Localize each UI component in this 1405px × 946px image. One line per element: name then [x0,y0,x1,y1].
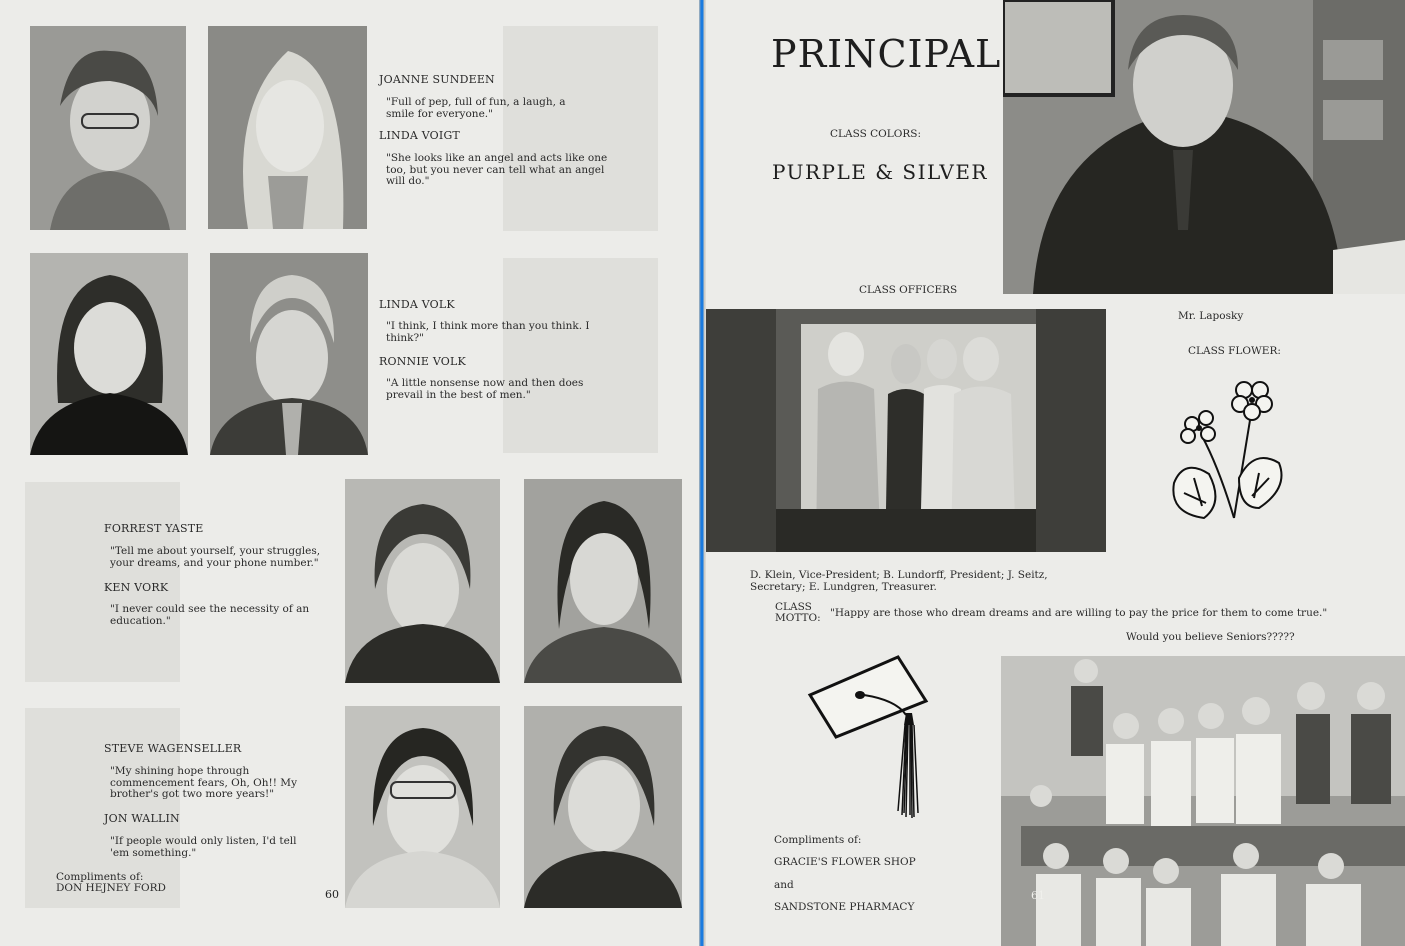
principal-photo [1003,0,1405,294]
senior-name: RONNIE VOLK [379,355,466,368]
portrait-joanne-sundeen [30,26,186,230]
sponsor-conjunction: and [774,879,794,891]
portrait-forrest-yaste [345,479,500,683]
senior-name: JOANNE SUNDEEN [379,73,495,86]
compliments-sponsor: DON HEJNEY FORD [56,882,166,894]
class-colors-value: PURPLE & SILVER [772,160,988,184]
motto-label: CLASS [775,601,812,613]
class-officers-photo [706,309,1106,552]
bleed-through-shadow [503,26,658,231]
portrait-linda-voigt [208,26,367,229]
senior-name: JON WALLIN [104,812,180,825]
book-spine [699,0,706,946]
bleed-through-shadow [503,258,658,453]
portrait-ronnie-volk [210,253,368,455]
portrait-linda-volk [30,253,188,455]
senior-quote: "I think, I think more than you think. I think?" [386,320,590,344]
portrait-steve-wagenseller [345,706,500,908]
motto-label: MOTTO: [775,612,821,624]
senior-quote: "Full of pep, full of fun, a laugh, a smile for everyone." [386,96,566,120]
page-number: 61 [1031,889,1045,902]
sponsor-name: GRACIE'S FLOWER SHOP [774,856,916,868]
senior-quote: "My shining hope through commencement fears, Oh, Oh!! My brother's got two more years!" [110,765,297,800]
portrait-jon-wallin [524,706,682,908]
yearbook-page-61 [706,0,1405,946]
compliments-label: Compliments of: [56,871,144,883]
senior-name: FORREST YASTE [104,522,204,535]
compliments-label: Compliments of: [774,834,862,846]
page-number: 60 [325,888,339,901]
page-title: PRINCIPAL [771,32,1002,76]
senior-quote: "Tell me about yourself, your struggles, your dreams, and your phone number." [110,545,321,569]
class-motto: "Happy are those who dream dreams and are willing to pay the price for them to come true." [830,607,1328,619]
senior-name: KEN VORK [104,581,169,594]
motto-tagline: Would you believe Seniors????? [1126,631,1295,643]
principal-caption: Mr. Laposky [1178,310,1244,322]
officers-caption: D. Klein, Vice-President; B. Lundorff, President; J. Seitz, [750,569,1048,581]
senior-name: LINDA VOIGT [379,129,460,142]
senior-class-group-photo [1001,656,1405,946]
officers-caption: Secretary; E. Lundgren, Treasurer. [750,581,937,593]
class-flower-label: CLASS FLOWER: [1188,345,1281,357]
portrait-ken-vork [524,479,682,683]
senior-quote: "A little nonsense now and then does prevail in the best of men." [386,377,584,401]
class-officers-label: CLASS OFFICERS [859,284,958,296]
senior-name: STEVE WAGENSELLER [104,742,242,755]
violet-flower-icon [1164,378,1294,550]
sponsor-name: SANDSTONE PHARMACY [774,901,915,913]
class-colors-label: CLASS COLORS: [830,128,921,140]
senior-quote: "I never could see the necessity of an education." [110,603,310,627]
senior-quote: "If people would only listen, I'd tell 'em something." [110,835,297,859]
senior-quote: "She looks like an angel and acts like one too, but you never can tell what an angel will do." [386,152,608,187]
yearbook-page-60 [0,0,699,946]
senior-name: LINDA VOLK [379,298,455,311]
graduation-cap-icon [806,655,936,825]
